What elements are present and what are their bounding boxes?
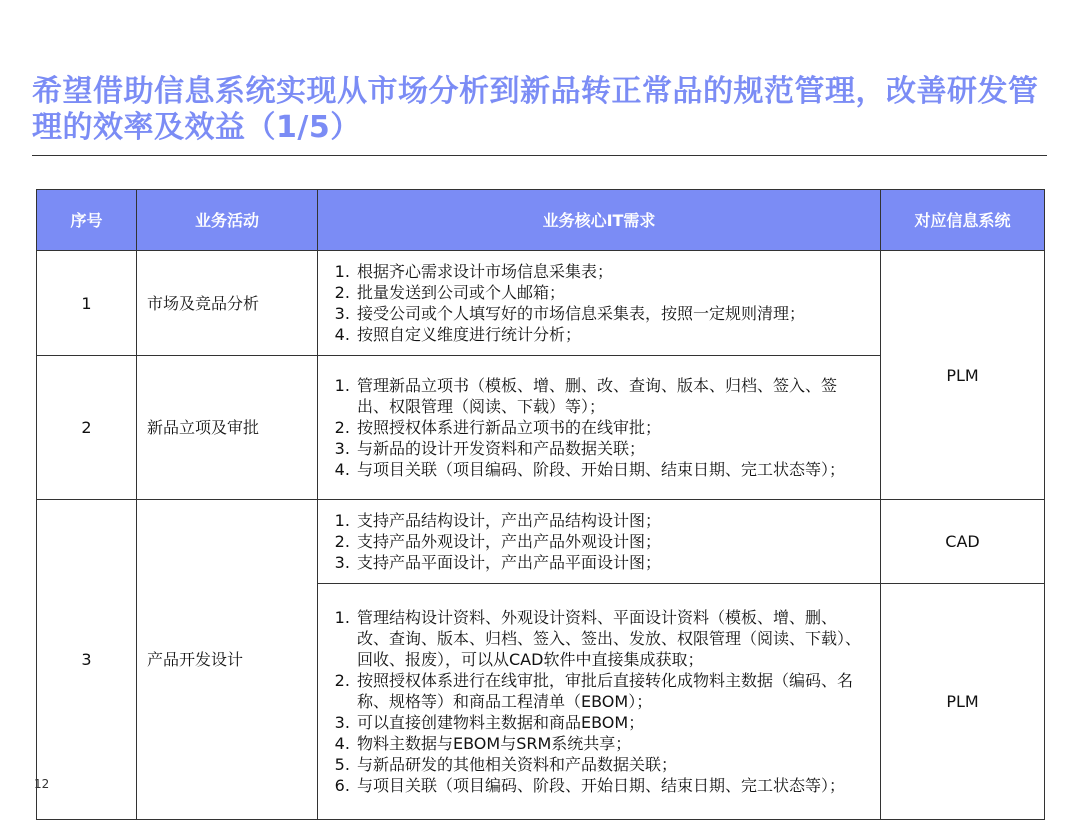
requirement-item: 1. 管理新品立项书（模板、增、删、改、查询、版本、归档、签入、签出、权限管理（阅读、下载）等）；: [355, 375, 866, 417]
table-row: [37, 500, 1045, 584]
system-cell: PLM: [881, 251, 1045, 500]
requirements-list: [330, 375, 866, 480]
requirement-item: 4. 按照自定义维度进行统计分析；: [355, 324, 866, 345]
requirements-list: [330, 261, 866, 345]
activity-cell: 市场及竞品分析: [137, 251, 318, 356]
requirement-item: 1. 支持产品结构设计，产出产品结构设计图；: [355, 510, 866, 531]
requirements-cell: [318, 500, 881, 584]
system-cell: CAD: [881, 500, 1045, 584]
row-number: 2: [37, 356, 137, 500]
requirement-item: 2. 按照授权体系进行新品立项书的在线审批；: [355, 417, 866, 438]
header-activity: 业务活动: [137, 190, 318, 251]
page-title: 希望借助信息系统实现从市场分析到新品转正常品的规范管理，改善研发管理的效率及效益（1/5）: [32, 74, 1039, 145]
requirements-table: [36, 189, 1045, 820]
requirement-item: 2. 支持产品外观设计，产出产品外观设计图；: [355, 531, 866, 552]
system-cell: PLM: [881, 584, 1045, 820]
requirement-item: 3. 与新品的设计开发资料和产品数据关联；: [355, 438, 866, 459]
row-number: 1: [37, 251, 137, 356]
requirement-item: 2. 按照授权体系进行在线审批，审批后直接转化成物料主数据（编码、名称、规格等）和商品工程清单（EBOM）；: [355, 670, 866, 712]
title-divider: [32, 155, 1047, 156]
requirements-cell: [318, 356, 881, 500]
requirement-item: 4. 与项目关联（项目编码、阶段、开始日期、结束日期、完工状态等）；: [355, 459, 866, 480]
page-number: 12: [34, 777, 50, 791]
requirements-cell: [318, 584, 881, 820]
requirements-cell: [318, 251, 881, 356]
requirement-item: 6. 与项目关联（项目编码、阶段、开始日期、结束日期、完工状态等）；: [355, 775, 866, 796]
table-row: [37, 251, 1045, 356]
requirement-item: 3. 接受公司或个人填写好的市场信息采集表，按照一定规则清理；: [355, 303, 866, 324]
table-header-row: [37, 190, 1045, 251]
row-number: 3: [37, 500, 137, 820]
requirement-item: 3. 支持产品平面设计，产出产品平面设计图；: [355, 552, 866, 573]
requirement-item: 4. 物料主数据与EBOM与SRM系统共享；: [355, 733, 866, 754]
header-requirements: 业务核心IT需求: [318, 190, 881, 251]
header-no: 序号: [37, 190, 137, 251]
requirement-item: 3. 可以直接创建物料主数据和商品EBOM；: [355, 712, 866, 733]
requirement-item: 1. 根据齐心需求设计市场信息采集表；: [355, 261, 866, 282]
activity-cell: 产品开发设计: [137, 500, 318, 820]
requirement-item: 1. 管理结构设计资料、外观设计资料、平面设计资料（模板、增、删、改、查询、版本、归档、签入、签出、发放、权限管理（阅读、下载）、回收、报废），可以从CAD软件中直接集成获取；: [355, 607, 866, 670]
requirements-list: [330, 510, 866, 573]
requirement-item: 5. 与新品研发的其他相关资料和产品数据关联；: [355, 754, 866, 775]
requirement-item: 2. 批量发送到公司或个人邮箱；: [355, 282, 866, 303]
header-system: 对应信息系统: [881, 190, 1045, 251]
activity-cell: 新品立项及审批: [137, 356, 318, 500]
requirements-list: [330, 607, 866, 796]
